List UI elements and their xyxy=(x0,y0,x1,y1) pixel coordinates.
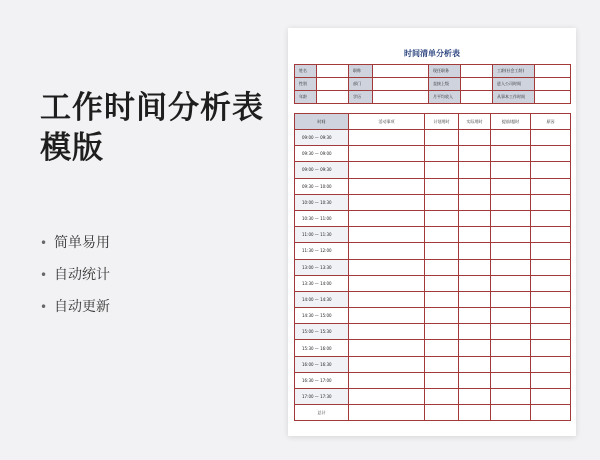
info-row xyxy=(295,91,571,104)
entry-cell[interactable] xyxy=(459,130,491,146)
table-row xyxy=(295,210,571,226)
info-label: 进入公司时间 xyxy=(493,78,535,91)
time-slot-cell: 11:00 — 11:30 xyxy=(295,227,349,243)
table-row xyxy=(295,227,571,243)
entry-cell[interactable] xyxy=(531,194,571,210)
entry-cell[interactable] xyxy=(349,389,425,405)
info-table xyxy=(294,64,571,104)
table-row xyxy=(295,243,571,259)
entry-cell[interactable] xyxy=(491,372,531,388)
entry-cell[interactable] xyxy=(349,227,425,243)
entry-cell[interactable] xyxy=(531,243,571,259)
header-planned: 计划用时 xyxy=(425,114,459,130)
promo-panel xyxy=(40,88,275,168)
time-slot-cell: 09:00 — 09:30 xyxy=(295,162,349,178)
entry-cell[interactable] xyxy=(459,259,491,275)
info-value-cell[interactable] xyxy=(461,65,493,78)
entry-cell[interactable] xyxy=(425,389,459,405)
header-diff: 提前/超时 xyxy=(491,114,531,130)
table-row xyxy=(295,356,571,372)
entry-cell[interactable] xyxy=(531,130,571,146)
entry-cell[interactable] xyxy=(491,324,531,340)
entry-cell[interactable] xyxy=(349,340,425,356)
entry-cell[interactable] xyxy=(425,194,459,210)
entry-cell[interactable] xyxy=(491,389,531,405)
entry-cell[interactable] xyxy=(349,130,425,146)
entry-cell[interactable] xyxy=(349,275,425,291)
entry-cell[interactable] xyxy=(459,340,491,356)
entry-cell[interactable] xyxy=(491,146,531,162)
entry-cell[interactable] xyxy=(459,372,491,388)
entry-cell[interactable] xyxy=(531,259,571,275)
entry-cell[interactable] xyxy=(459,324,491,340)
time-slot-cell: 16:00 — 16:30 xyxy=(295,356,349,372)
time-slot-cell: 17:00 — 17:30 xyxy=(295,389,349,405)
entry-cell[interactable] xyxy=(349,372,425,388)
time-slot-cell: 10:00 — 10:30 xyxy=(295,194,349,210)
table-row xyxy=(295,275,571,291)
table-row xyxy=(295,372,571,388)
info-value-cell[interactable] xyxy=(317,65,349,78)
table-row xyxy=(295,162,571,178)
entry-cell[interactable] xyxy=(459,389,491,405)
time-slot-cell: 16:30 — 17:00 xyxy=(295,372,349,388)
entry-cell[interactable] xyxy=(425,162,459,178)
table-row xyxy=(295,324,571,340)
entry-cell[interactable] xyxy=(425,372,459,388)
table-row xyxy=(295,291,571,307)
entry-cell[interactable] xyxy=(349,162,425,178)
entry-cell[interactable] xyxy=(531,308,571,324)
entry-cell[interactable] xyxy=(349,146,425,162)
entry-cell[interactable] xyxy=(349,243,425,259)
entry-cell[interactable] xyxy=(491,130,531,146)
time-slot-cell: 10:30 — 11:00 xyxy=(295,210,349,226)
entry-cell[interactable] xyxy=(349,324,425,340)
entry-cell[interactable] xyxy=(531,372,571,388)
bullet-icon: • xyxy=(40,236,48,250)
entry-cell[interactable] xyxy=(459,356,491,372)
info-label: 月平均收入 xyxy=(429,91,461,104)
entry-cell[interactable] xyxy=(349,210,425,226)
info-label: 现任职务 xyxy=(429,65,461,78)
promo-title-line-1: 工作时间分析表 xyxy=(40,90,264,126)
total-cell[interactable] xyxy=(349,405,425,421)
entry-cell[interactable] xyxy=(459,275,491,291)
info-label: 从事本工作时间 xyxy=(493,91,535,104)
entry-cell[interactable] xyxy=(425,275,459,291)
promo-title-line-2: 模版 xyxy=(40,130,104,166)
info-value-cell[interactable] xyxy=(535,65,571,78)
entry-cell[interactable] xyxy=(531,389,571,405)
entry-cell[interactable] xyxy=(349,291,425,307)
time-slot-cell: 15:00 — 15:30 xyxy=(295,324,349,340)
entry-cell[interactable] xyxy=(425,243,459,259)
info-label: 工龄(社会工龄) xyxy=(493,65,535,78)
info-value-cell[interactable] xyxy=(373,78,429,91)
entry-cell[interactable] xyxy=(491,275,531,291)
entry-cell[interactable] xyxy=(491,210,531,226)
entry-cell[interactable] xyxy=(531,227,571,243)
table-row xyxy=(295,130,571,146)
time-slot-cell: 09:30 — 09:00 xyxy=(295,146,349,162)
entry-cell[interactable] xyxy=(491,356,531,372)
total-cell[interactable] xyxy=(531,405,571,421)
table-row xyxy=(295,389,571,405)
total-cell[interactable] xyxy=(491,405,531,421)
entry-cell[interactable] xyxy=(425,259,459,275)
entry-cell[interactable] xyxy=(459,291,491,307)
info-row xyxy=(295,65,571,78)
bullet-icon: • xyxy=(40,268,48,282)
entry-cell[interactable] xyxy=(459,178,491,194)
entry-cell[interactable] xyxy=(459,210,491,226)
feature-item xyxy=(40,264,110,296)
table-row xyxy=(295,194,571,210)
entry-cell[interactable] xyxy=(425,356,459,372)
time-table xyxy=(294,113,571,421)
time-slot-cell: 14:30 — 15:00 xyxy=(295,308,349,324)
entry-cell[interactable] xyxy=(425,178,459,194)
entry-cell[interactable] xyxy=(491,178,531,194)
table-row xyxy=(295,340,571,356)
time-slot-cell: 13:30 — 14:00 xyxy=(295,275,349,291)
entry-cell[interactable] xyxy=(425,308,459,324)
header-reason: 原因 xyxy=(531,114,571,130)
header-activity: 活动事项 xyxy=(349,114,425,130)
entry-cell[interactable] xyxy=(531,356,571,372)
info-row xyxy=(295,78,571,91)
entry-cell[interactable] xyxy=(459,243,491,259)
feature-list xyxy=(40,232,110,328)
total-cell[interactable] xyxy=(459,405,491,421)
info-label: 学历 xyxy=(349,91,373,104)
entry-cell[interactable] xyxy=(459,162,491,178)
entry-cell[interactable] xyxy=(531,178,571,194)
entry-cell[interactable] xyxy=(491,308,531,324)
info-value-cell[interactable] xyxy=(317,78,349,91)
info-value-cell[interactable] xyxy=(535,91,571,104)
entry-cell[interactable] xyxy=(491,162,531,178)
time-slot-cell: 09:00 — 09:30 xyxy=(295,130,349,146)
entry-cell[interactable] xyxy=(349,178,425,194)
entry-cell[interactable] xyxy=(349,259,425,275)
entry-cell[interactable] xyxy=(349,356,425,372)
entry-cell[interactable] xyxy=(531,210,571,226)
entry-cell[interactable] xyxy=(491,243,531,259)
info-label: 性别 xyxy=(295,78,317,91)
entry-cell[interactable] xyxy=(425,291,459,307)
time-slot-cell: 14:00 — 14:30 xyxy=(295,291,349,307)
feature-label: 简单易用 xyxy=(54,235,110,251)
entry-cell[interactable] xyxy=(491,340,531,356)
table-row xyxy=(295,308,571,324)
entry-cell[interactable] xyxy=(425,210,459,226)
feature-label: 自动更新 xyxy=(54,299,110,315)
document-preview xyxy=(288,28,576,436)
info-value-cell[interactable] xyxy=(373,65,429,78)
entry-cell[interactable] xyxy=(459,194,491,210)
header-actual: 实际用时 xyxy=(459,114,491,130)
entry-cell[interactable] xyxy=(531,275,571,291)
info-label: 职称 xyxy=(349,65,373,78)
entry-cell[interactable] xyxy=(531,162,571,178)
info-value-cell[interactable] xyxy=(373,91,429,104)
feature-item xyxy=(40,232,110,264)
info-value-cell[interactable] xyxy=(535,78,571,91)
entry-cell[interactable] xyxy=(531,291,571,307)
entry-cell[interactable] xyxy=(491,194,531,210)
entry-cell[interactable] xyxy=(425,130,459,146)
header-time: 时间 xyxy=(295,114,349,130)
bullet-icon: • xyxy=(40,300,48,314)
entry-cell[interactable] xyxy=(425,340,459,356)
entry-cell[interactable] xyxy=(349,194,425,210)
entry-cell[interactable] xyxy=(531,146,571,162)
total-row xyxy=(295,405,571,421)
total-cell[interactable] xyxy=(425,405,459,421)
info-value-cell[interactable] xyxy=(461,78,493,91)
document-title: 时间清单分析表 xyxy=(404,49,460,58)
table-row xyxy=(295,178,571,194)
info-label: 姓名 xyxy=(295,65,317,78)
entry-cell[interactable] xyxy=(425,324,459,340)
entry-cell[interactable] xyxy=(459,227,491,243)
table-row xyxy=(295,146,571,162)
entry-cell[interactable] xyxy=(531,340,571,356)
info-value-cell[interactable] xyxy=(461,91,493,104)
time-slot-cell: 15:30 — 16:00 xyxy=(295,340,349,356)
info-label: 直接上级 xyxy=(429,78,461,91)
entry-cell[interactable] xyxy=(491,227,531,243)
time-slot-cell: 11:30 — 12:00 xyxy=(295,243,349,259)
entry-cell[interactable] xyxy=(425,227,459,243)
feature-label: 自动统计 xyxy=(54,267,110,283)
entry-cell[interactable] xyxy=(531,324,571,340)
time-slot-cell: 13:00 — 13:30 xyxy=(295,259,349,275)
info-label: 年龄 xyxy=(295,91,317,104)
entry-cell[interactable] xyxy=(425,146,459,162)
feature-item xyxy=(40,296,110,328)
entry-cell[interactable] xyxy=(491,259,531,275)
info-value-cell[interactable] xyxy=(317,91,349,104)
table-row xyxy=(295,259,571,275)
time-slot-cell: 09:30 — 10:00 xyxy=(295,178,349,194)
entry-cell[interactable] xyxy=(459,308,491,324)
entry-cell[interactable] xyxy=(349,308,425,324)
entry-cell[interactable] xyxy=(491,291,531,307)
info-label: 部门 xyxy=(349,78,373,91)
entry-cell[interactable] xyxy=(459,146,491,162)
total-label: 总计 xyxy=(295,405,349,421)
table-header-row xyxy=(295,114,571,130)
